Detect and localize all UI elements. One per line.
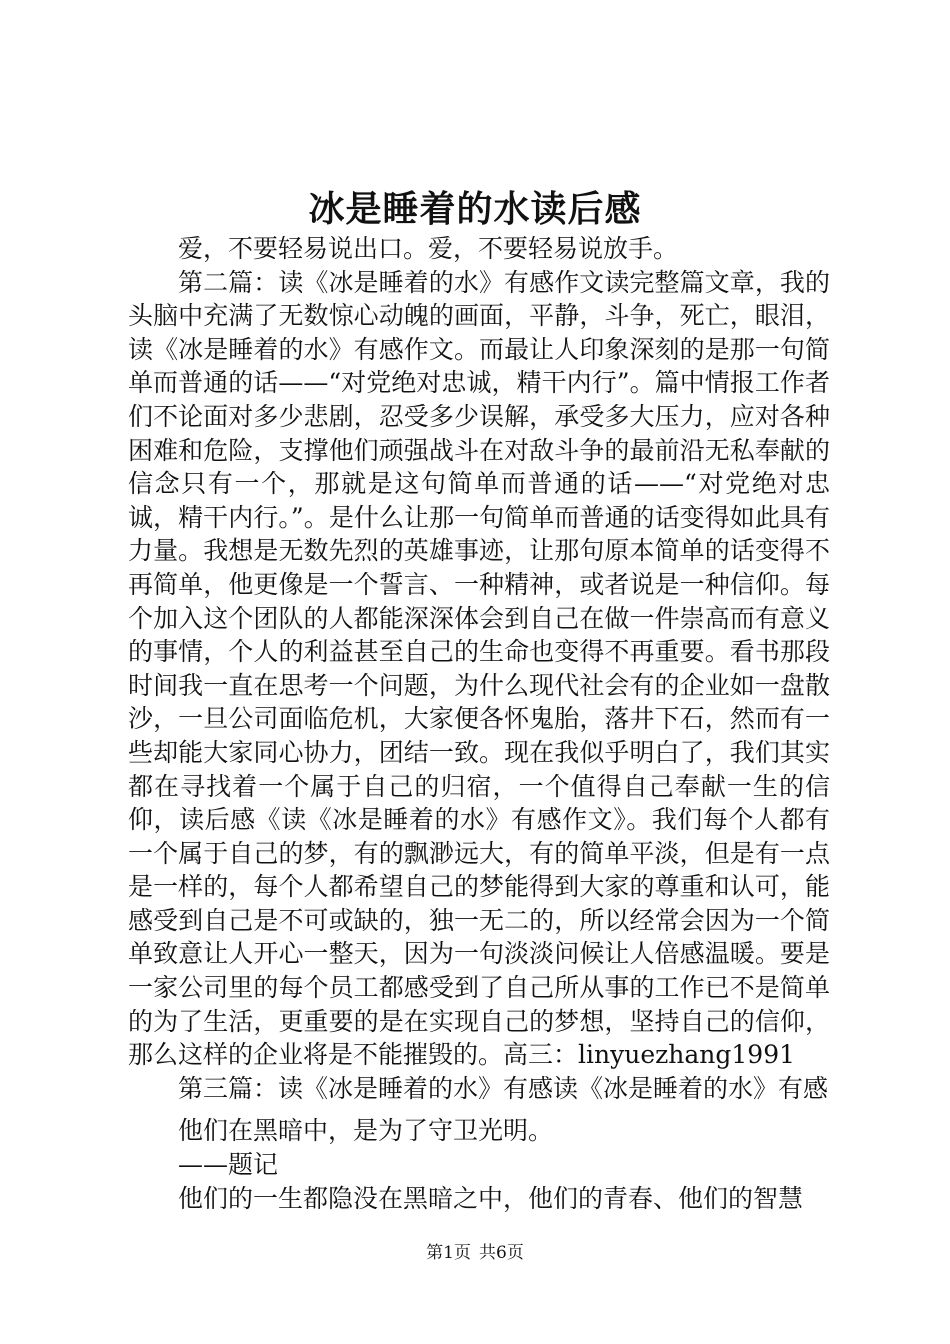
page-footer [0, 1241, 950, 1265]
document-body [128, 232, 830, 1215]
page-total: 共6页 [479, 1243, 524, 1263]
paragraph: 他们在黑暗中，是为了守卫光明。 [178, 1116, 554, 1146]
paragraph: 第三篇：读《冰是睡着的水》有感读《冰是睡着的水》有感 [178, 1073, 829, 1103]
paragraph: 爱，不要轻易说出口。爱，不要轻易说放手。 [178, 234, 679, 263]
paragraph: 第二篇：读《冰是睡着的水》有感作文读完整篇文章，我的头脑中充满了无数惊心动魄的画面，平静，斗争，死亡，眼泪，读《冰是睡着的水》有感作文。而最让人印象深刻的是那一句简单而普通的话——“对党绝对忠诚，精干内行”。篇中情报工作者们不论面对多少悲剧，忍受多少误解，承受多大压力，应对各种困难和危险，支撑他们顽强战斗在对敌斗争的最前沿无私奉献的信念只有一个，那就是这句简单而普通的话——“对党绝对忠诚，精干内行。”。是什么让那一句简单而普通的话变得如此具有力量。我想是无数先烈的英雄事迹，让那句原本简单的话变得不再简单，他更像是一个誓言、一种精神，或者说是一种信仰。每个加入这个团队的人都能深深体会到自己在做一件崇高而有意义的事情，个人的利益甚至自己的生命也变得不再重要。看书那段时间我一直在思考一个问题，为什么现代社会有的企业如一盘散沙，一旦公司面临危机，大家便各怀鬼胎，落井下石，然而有一些却能大家同心协力，团结一致。现在我似乎明白了，我们其实都在寻找着一个属于自己的归宿，一个值得自己奉献一生的信仰，读后感《读《冰是睡着的水》有感作文》。我们每个人都有一个属于自己的梦，有的飘渺远大，有的简单平淡，但是有一点是一样的，每个人都希望自己的梦能得到大家的尊重和认可，能感受到自己是不可或缺的，独一无二的，所以经常会因为一个简单致意让人开心一整天，因为一句淡淡问候让人倍感温暖。要是一家公司里的每个员工都感受到了自己所从事的工作已不是简单的为了生活，更重要的是在实现自己的梦想，坚持自己的信仰，那么这样的企业将是不能摧毁的。高三：linyuezhang1991 [128, 267, 830, 1070]
document-title: 冰是睡着的水读后感 [308, 188, 642, 230]
page-number: 第1页 [426, 1243, 471, 1263]
paragraph: 他们的一生都隐没在黑暗之中，他们的青春、他们的智慧 [178, 1183, 804, 1213]
paragraph: ——题记 [178, 1150, 279, 1180]
